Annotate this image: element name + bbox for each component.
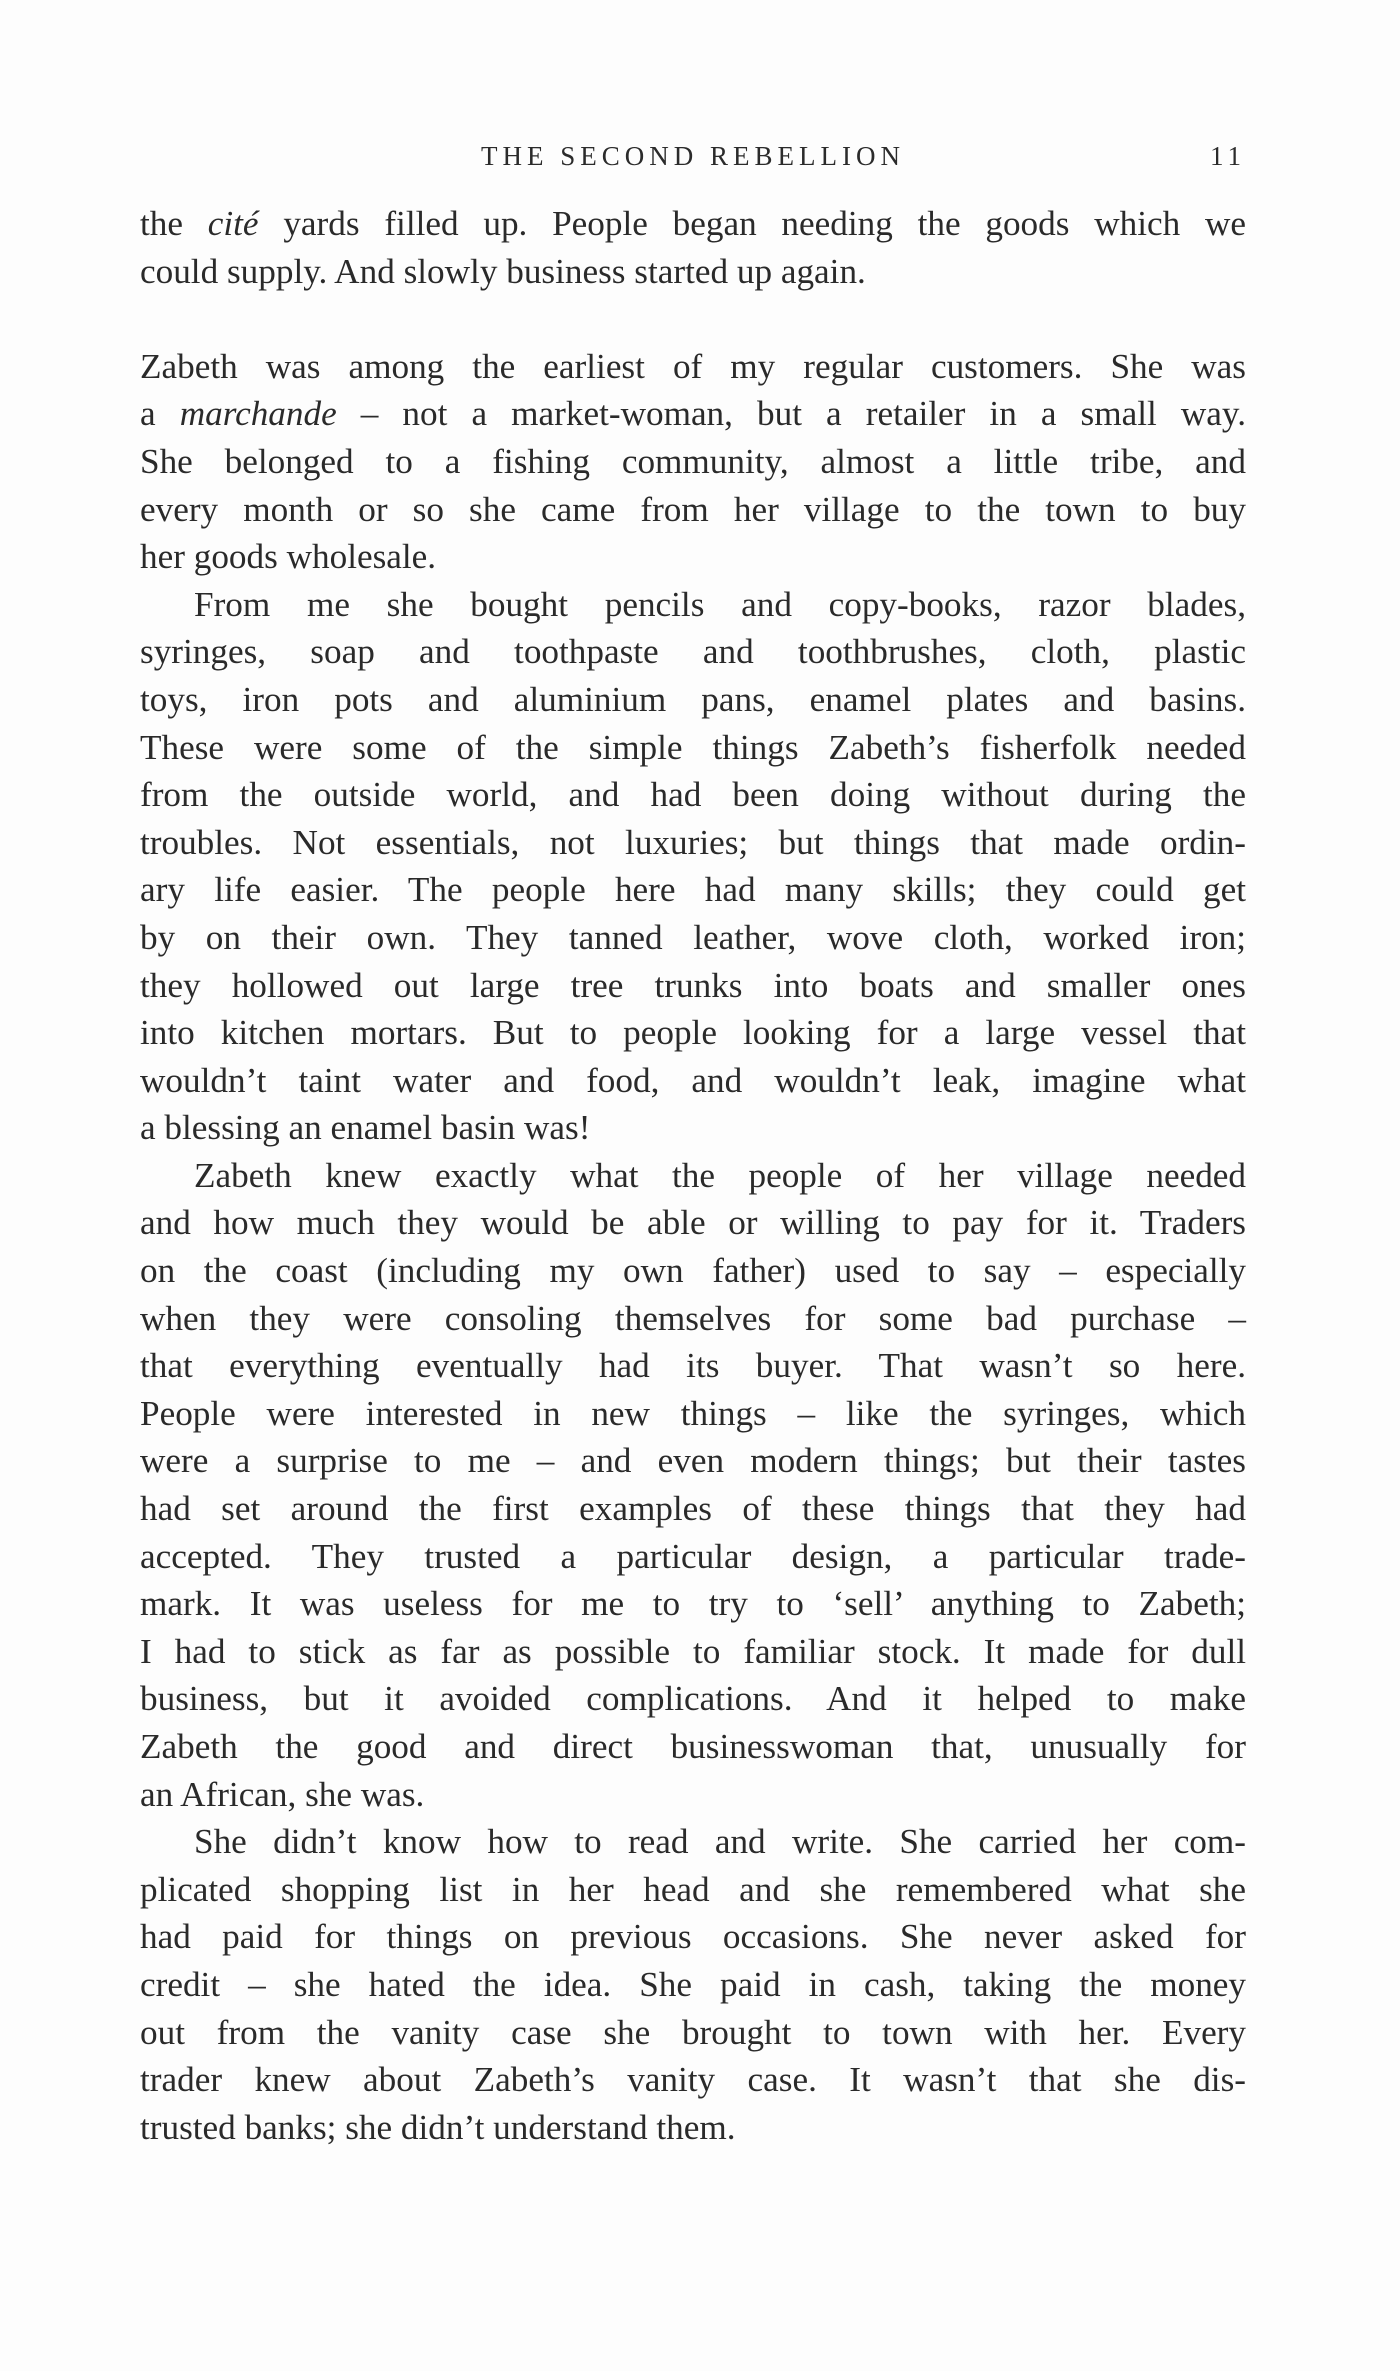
text-line: [140, 2104, 1246, 2152]
text-run: every month or so she came from her village to the town to buy: [140, 489, 1246, 529]
text-line: [140, 1104, 1246, 1152]
text-line: [140, 1675, 1246, 1723]
text-run: Zabeth knew exactly what the people of her village needed: [194, 1155, 1246, 1195]
text-run: business, but it avoided complications. And it helped to make: [140, 1679, 1246, 1719]
text-line: [140, 2009, 1246, 2057]
text-run: trader knew about Zabeth’s vanity case. It wasn’t that she dis-: [140, 2060, 1246, 2100]
text-line: [140, 1961, 1246, 2009]
text-line: [140, 1342, 1246, 1390]
text-run: on the coast (including my own father) used to say – especially: [140, 1251, 1246, 1291]
text-line: [140, 1199, 1246, 1247]
text-line: [140, 486, 1246, 534]
text-line: [140, 200, 1246, 248]
text-line: [140, 1485, 1246, 1533]
text-line: [140, 1580, 1246, 1628]
text-run: by on their own. They tanned leather, wove cloth, worked iron;: [140, 917, 1246, 957]
text-run: marchande: [179, 394, 337, 434]
text-line: [140, 1437, 1246, 1485]
running-head: [140, 136, 1246, 176]
text-line: [140, 866, 1246, 914]
text-run: She didn’t know how to read and write. She carried her com-: [194, 1822, 1246, 1862]
text-line: [140, 914, 1246, 962]
text-run: syringes, soap and toothpaste and toothbrushes, cloth, plastic: [140, 632, 1246, 672]
text-line: [140, 1723, 1246, 1771]
text-line: [140, 533, 1246, 581]
text-line: [140, 581, 1246, 629]
text-run: yards filled up. People began needing the goods which we: [258, 204, 1246, 243]
text-run: had set around the first examples of these things that they had: [140, 1489, 1246, 1529]
text-run: and how much they would be able or willing to pay for it. Traders: [140, 1203, 1246, 1243]
text-run: from the outside world, and had been doing without during the: [140, 775, 1246, 815]
text-run: accepted. They trusted a particular design, a particular trade-: [140, 1536, 1246, 1576]
text-line: [140, 343, 1246, 391]
text-line: [140, 962, 1246, 1010]
text-run: wouldn’t taint water and food, and wouldn’t leak, imagine what: [140, 1060, 1246, 1100]
text-run: Zabeth the good and direct businesswoman that, unusually for: [140, 1727, 1246, 1766]
text-line: [140, 1152, 1246, 1200]
text-run: From me she bought pencils and copy-books, razor blades,: [194, 584, 1246, 624]
text-line: [140, 2056, 1246, 2104]
text-run: cité: [207, 204, 259, 243]
text-line: [140, 1628, 1246, 1676]
paragraph: [140, 1152, 1246, 1818]
text-run: mark. It was useless for me to try to ‘sell’ anything to Zabeth;: [140, 1584, 1246, 1624]
running-title: THE SECOND REBELLION: [481, 141, 905, 171]
text-line: [140, 438, 1246, 486]
text-line: [140, 390, 1246, 438]
text-run: when they were consoling themselves for some bad purchase –: [140, 1298, 1246, 1338]
text-line: [140, 1247, 1246, 1295]
text-line: [140, 724, 1246, 772]
text-run: her goods wholesale.: [140, 537, 437, 577]
text-run: People were interested in new things – like the syringes, which: [140, 1393, 1246, 1433]
text-run: into kitchen mortars. But to people looking for a large vessel that: [140, 1013, 1246, 1053]
text-run: plicated shopping list in her head and she remembered what she: [140, 1869, 1246, 1909]
text-run: These were some of the simple things Zabeth’s fisherfolk needed: [140, 727, 1246, 767]
text-line: [140, 1533, 1246, 1581]
text-run: a: [140, 394, 180, 434]
text-run: toys, iron pots and aluminium pans, enamel plates and basins.: [140, 679, 1246, 719]
paragraph: [140, 200, 1246, 295]
text-run: – not a market-woman, but a retailer in a small way.: [336, 394, 1246, 434]
paragraph: [140, 581, 1246, 1152]
text-run: Zabeth was among the earliest of my regular customers. She was: [140, 346, 1246, 386]
body-text: [140, 200, 1246, 2151]
text-run: could supply. And slowly business started up again.: [140, 251, 866, 291]
text-line: [140, 1771, 1246, 1819]
text-line: [140, 771, 1246, 819]
page-number: 11: [1210, 141, 1246, 171]
text-run: that everything eventually had its buyer. That wasn’t so here.: [140, 1346, 1246, 1386]
text-line: [140, 1009, 1246, 1057]
text-line: [140, 628, 1246, 676]
text-run: a blessing an enamel basin was!: [140, 1108, 591, 1148]
text-line: [140, 1390, 1246, 1438]
text-line: [140, 676, 1246, 724]
text-run: troubles. Not essentials, not luxuries; but things that made ordin-: [140, 822, 1246, 862]
text-line: [140, 1866, 1246, 1914]
text-run: the: [140, 204, 208, 243]
text-line: [140, 1818, 1246, 1866]
text-run: credit – she hated the idea. She paid in cash, taking the money: [140, 1964, 1246, 2004]
paragraph: [140, 1818, 1246, 2151]
text-run: were a surprise to me – and even modern things; but their tastes: [140, 1441, 1246, 1481]
text-run: ary life easier. The people here had many skills; they could get: [140, 870, 1246, 910]
text-line: [140, 1913, 1246, 1961]
text-run: out from the vanity case she brought to town with her. Every: [140, 2012, 1246, 2052]
text-line: [140, 819, 1246, 867]
text-run: had paid for things on previous occasions. She never asked for: [140, 1917, 1246, 1957]
text-line: [140, 1295, 1246, 1343]
text-run: I had to stick as far as possible to familiar stock. It made for dull: [140, 1631, 1246, 1671]
paragraph: [140, 343, 1246, 581]
text-run: they hollowed out large tree trunks into boats and smaller ones: [140, 965, 1246, 1005]
text-run: She belonged to a fishing community, almost a little tribe, and: [140, 441, 1246, 481]
text-line: [140, 1057, 1246, 1105]
text-run: trusted banks; she didn’t understand them.: [140, 2107, 736, 2147]
text-run: an African, she was.: [140, 1774, 425, 1814]
text-line: [140, 248, 1246, 296]
